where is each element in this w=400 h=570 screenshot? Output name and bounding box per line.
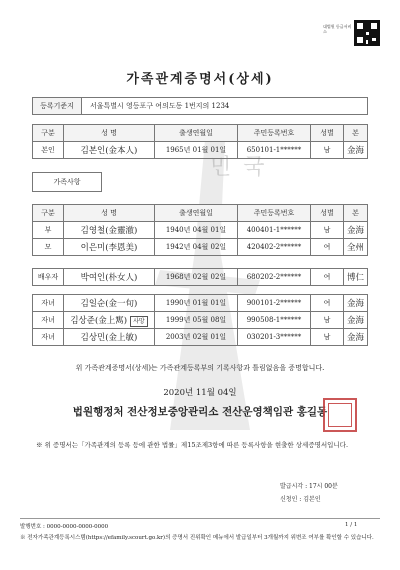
family-section-label: 가족사항: [33, 173, 102, 192]
cell-name: [64, 312, 155, 329]
cell-idnum: 420402-2******: [238, 239, 311, 256]
family-section-box: [32, 172, 102, 192]
cell-name: 박여인(朴女人): [64, 269, 155, 286]
applicant: 신청인 : 김본인: [280, 496, 321, 503]
table-row: [33, 142, 368, 159]
footer-divider: [20, 518, 380, 519]
footer-note: ※ 전자가족관계등록시스템(https://efamily.scourt.go.kr)의 증명서 진위확인 메뉴에서 발급일부터 3개월까지 위변조 여부를 확인할 수 있습니다.: [20, 535, 374, 541]
col-birth: 출생연월일: [155, 205, 238, 222]
registration-table: [32, 97, 368, 115]
issue-date: 2020년 11월 04일: [163, 388, 237, 398]
col-gubun: 구분: [33, 205, 64, 222]
family-table: [32, 204, 368, 256]
cell-origin: 金海: [344, 222, 368, 239]
cell-idnum: 650101-1******: [238, 142, 311, 159]
cell-birth: 1999년 05월 08일: [155, 312, 238, 329]
cell-origin: 金海: [344, 312, 368, 329]
cell-birth: 1968년 02월 02일: [155, 269, 238, 286]
cell-gender: 남: [311, 142, 344, 159]
self-table: [32, 124, 368, 159]
qr-code-icon: [354, 20, 380, 46]
cell-idnum: 990508-1******: [238, 312, 311, 329]
table-row: [33, 312, 368, 329]
issuer-name: 법원행정처 전산정보중앙관리소 전산운영책임관 홍길동: [72, 406, 328, 418]
spouse-table: [32, 268, 368, 286]
cell-origin: 金海: [344, 295, 368, 312]
cell-birth: 2003년 02월 01일: [155, 329, 238, 346]
certification-statement: 위 가족관계증명서(상세)는 가족관계등록부의 기록사항과 틀림없음을 증명합니다.: [75, 364, 325, 372]
cell-gubun: 본인: [33, 142, 64, 159]
cell-origin: 博仁: [344, 269, 368, 286]
col-idnum: 주민등록번호: [238, 125, 311, 142]
issue-number: 발행번호 : 0000-0000-0000-0000: [20, 524, 109, 530]
official-seal-icon: [323, 398, 357, 432]
col-gender: 성별: [311, 125, 344, 142]
cell-gender: 남: [311, 222, 344, 239]
cell-origin: 金海: [344, 142, 368, 159]
cell-name: 이은미(李恩美): [64, 239, 155, 256]
table-row: [33, 329, 368, 346]
cell-gender: 남: [311, 329, 344, 346]
cell-origin: 全州: [344, 239, 368, 256]
document-title: 가족관계증명서(상세): [126, 72, 274, 87]
cell-gubun: 부: [33, 222, 64, 239]
page-number: 1 / 1: [345, 522, 358, 528]
qr-service-label: 대법원 등급서비스: [323, 24, 352, 34]
cell-gubun: 자녀: [33, 329, 64, 346]
cell-birth: 1990년 01월 01일: [155, 295, 238, 312]
cell-gender: 남: [311, 312, 344, 329]
legal-note: ※ 위 증명서는「가족관계의 등록 등에 관한 법률」제15조제3항에 따른 등록사항을 현출한 상세증명서입니다.: [36, 441, 349, 449]
table-row: [33, 222, 368, 239]
cell-origin: 金海: [344, 329, 368, 346]
deceased-badge: 사망: [130, 316, 148, 327]
table-row: [33, 295, 368, 312]
child-name: 김상준(金上寯): [70, 315, 128, 326]
cell-idnum: 400401-1******: [238, 222, 311, 239]
registration-label: 등록기준지: [33, 98, 82, 115]
cell-idnum: 030201-3******: [238, 329, 311, 346]
cell-gender: 여: [311, 269, 344, 286]
cell-birth: 1942년 04월 02일: [155, 239, 238, 256]
issue-time: 발급시각 : 17시 00분: [280, 483, 338, 490]
table-row: [33, 269, 368, 286]
cell-gubun: 자녀: [33, 312, 64, 329]
cell-name: 김일순(金一旬): [64, 295, 155, 312]
col-name: 성 명: [64, 125, 155, 142]
col-gender: 성별: [311, 205, 344, 222]
col-birth: 출생연월일: [155, 125, 238, 142]
col-idnum: 주민등록번호: [238, 205, 311, 222]
col-name: 성 명: [64, 205, 155, 222]
col-origin: 본: [344, 205, 368, 222]
cell-gubun: 자녀: [33, 295, 64, 312]
cell-idnum: 680202-2******: [238, 269, 311, 286]
cell-idnum: 900101-2******: [238, 295, 311, 312]
children-table: [32, 294, 368, 346]
cell-gender: 여: [311, 295, 344, 312]
cell-birth: 1965년 01월 01일: [155, 142, 238, 159]
cell-birth: 1940년 04월 01일: [155, 222, 238, 239]
table-row: [33, 239, 368, 256]
watermark-text: 민국: [210, 155, 277, 180]
cell-name: 김본인(金本人): [64, 142, 155, 159]
col-gubun: 구분: [33, 125, 64, 142]
cell-name: 김영철(金靈澈): [64, 222, 155, 239]
cell-gubun: 배우자: [33, 269, 64, 286]
cell-gubun: 모: [33, 239, 64, 256]
cell-name: 김상민(金上敏): [64, 329, 155, 346]
col-origin: 본: [344, 125, 368, 142]
cell-gender: 여: [311, 239, 344, 256]
registration-value: 서울특별시 영등포구 여의도동 1번지의 1234: [82, 98, 368, 115]
